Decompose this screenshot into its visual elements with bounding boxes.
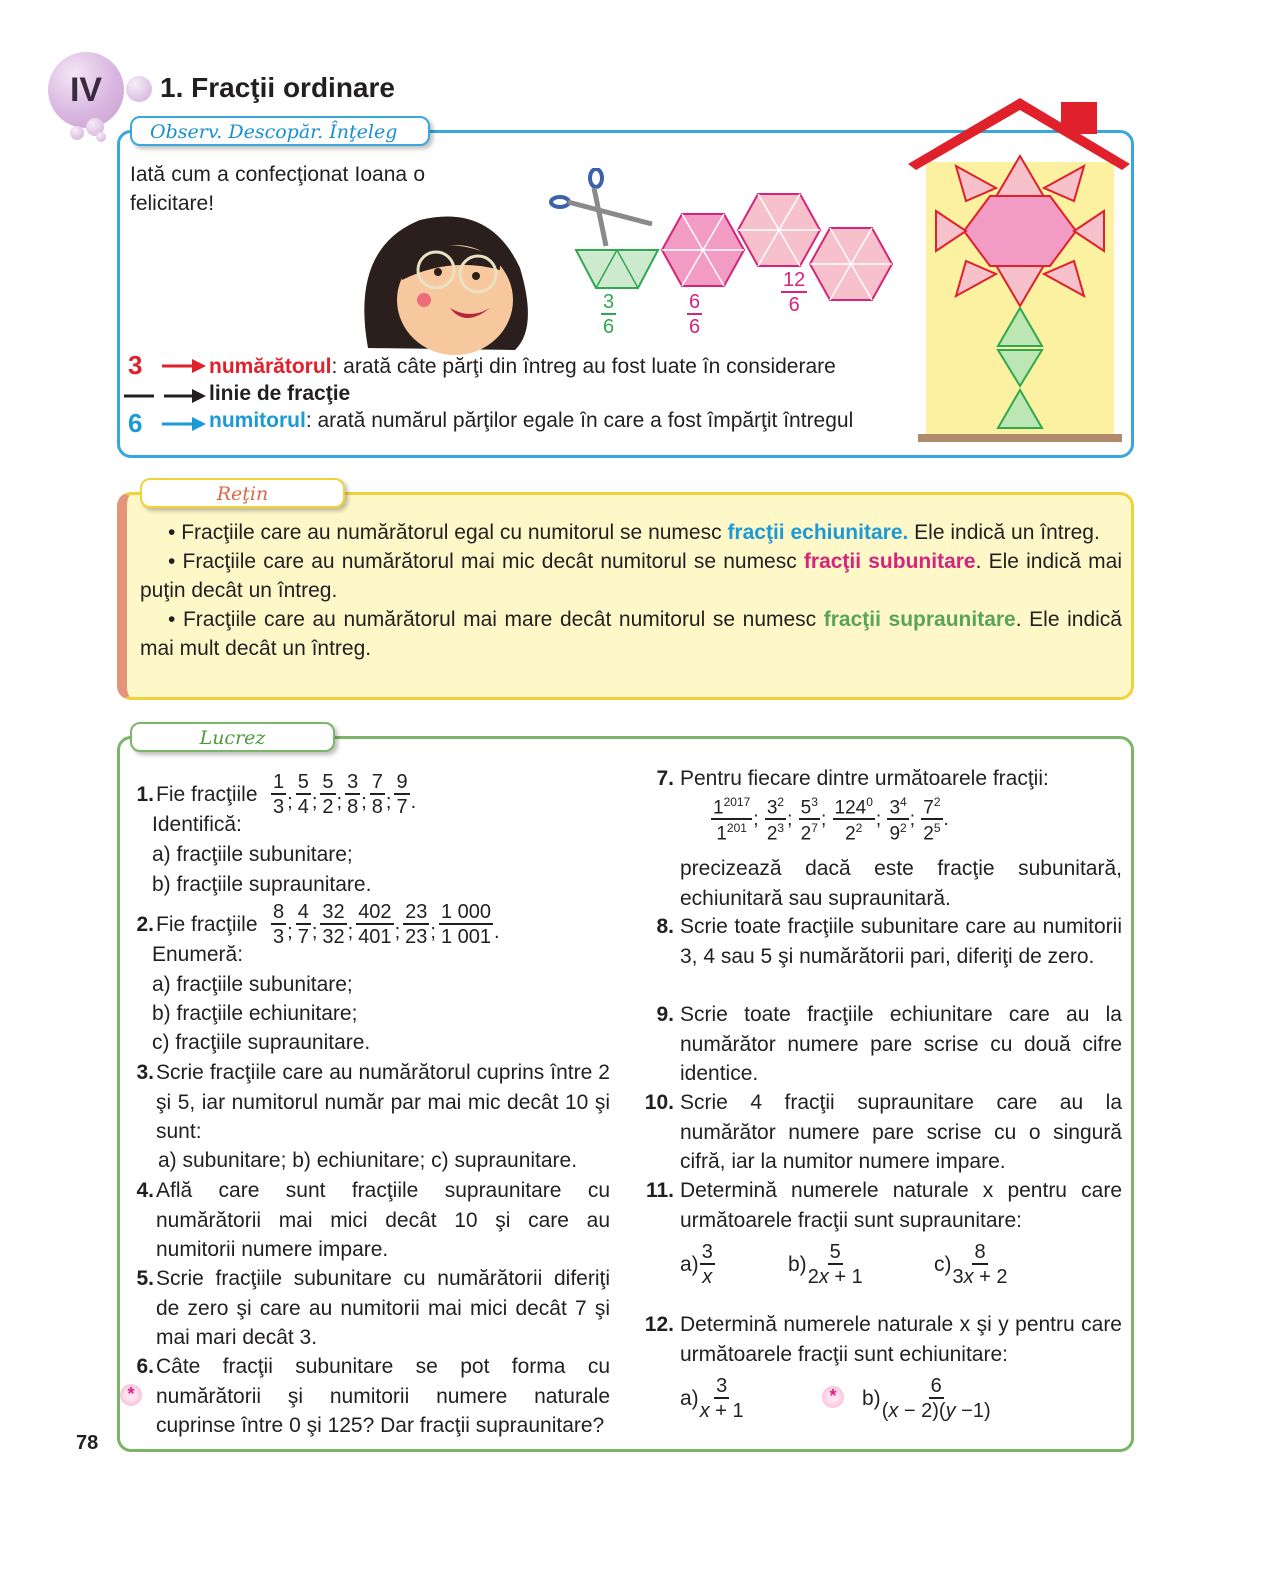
fraction (320, 772, 335, 817)
fraction-line-term: linie de fracţie (209, 382, 351, 405)
fraction-denominator: 6 (788, 294, 800, 316)
fraction-label (601, 292, 616, 337)
fraction-denominator: 1 001 (440, 926, 491, 948)
fraction (394, 772, 409, 817)
exercise-text: Scrie toate fracţiile echiunitare care au la numărător numere pare scrise cu două cifre identice. (680, 1003, 1122, 1085)
fraction-item-b (862, 1376, 992, 1421)
fraction-separator: ; (430, 920, 436, 943)
fraction-denominator: 23 (405, 926, 428, 948)
fraction-numerator: 12 (783, 269, 806, 291)
hexagon-shape (660, 212, 746, 288)
bubble-decoration (96, 132, 106, 142)
power-fraction: $\frac{7^2}{2^5}$ (923, 795, 941, 845)
fraction (370, 772, 385, 817)
fraction-denominator: 3 (273, 926, 285, 948)
power-fraction: $\frac{3^4}{9^2}$ (889, 795, 907, 845)
retin-paragraph: • Fracţiile care au numărătorul mai mare decât numitorul se numesc fracţii supraunitare. Ele indică mai mult decât un întreg. (140, 608, 1122, 660)
fraction-numerator: 5 (297, 771, 309, 793)
denominator-term: numitorul (209, 409, 306, 432)
exercise-number: 3. (136, 1061, 154, 1084)
fraction-item-c (934, 1242, 1009, 1287)
algebraic-fraction: $\frac{8}{3x + 2}$ (952, 1241, 1008, 1288)
fraction-separator: . (410, 790, 417, 813)
fraction-separator: ; (311, 920, 318, 943)
exercise-text: Scrie fracţiile care au numărătorul cuprins între 2 şi 5, iar numitorul număr par mai mic decât 10 şi sunt: (156, 1061, 610, 1143)
arrow-right-icon (162, 358, 206, 374)
fraction-separator: ; (385, 790, 392, 813)
fraction-separator: ; (361, 790, 367, 813)
fraction (439, 902, 493, 947)
algebraic-fraction: $\frac{3}{x}$ (701, 1241, 713, 1288)
retin-paragraph: • Fracţiile care au numărătorul egal cu numitorul se numesc fracţii echiunitare. Ele indică un întreg. (168, 521, 1100, 544)
fraction-denominator: 8 (347, 796, 359, 818)
numerator-desc: : arată câte părţi din întreg au fost luate în considerare (331, 355, 836, 378)
fraction-numerator: 5 (322, 771, 334, 793)
fraction-denominator: 7 (396, 796, 408, 818)
exercise-number: 5. (136, 1267, 154, 1290)
fraction-separator: ; (394, 920, 401, 943)
exercise-lead: Pentru fiecare dintre următoarele fracţii: (680, 767, 1049, 790)
fraction-line-arrow-icon (124, 388, 206, 404)
fraction-denominator: 7 (297, 926, 309, 948)
observe-tab: Observ. Descopăr. Înţeleg (130, 116, 430, 146)
fraction-numerator: 32 (322, 901, 345, 923)
algebraic-fraction: $\frac{3}{x + 1}$ (699, 1375, 744, 1422)
power-fraction: $\frac{3^2}{2^3}$ (766, 795, 785, 845)
exercise-subitem: a) fracţiile subunitare; (152, 973, 353, 996)
numerator-value: 3 (128, 350, 143, 380)
exercise-number: 9. (656, 1003, 674, 1026)
fraction (356, 902, 393, 947)
exercise-text: Determină numerele naturale x pentru care următoarele fracţii sunt supraunitare: (680, 1179, 1122, 1232)
fraction-label (781, 270, 807, 315)
fraction-item-a (680, 1376, 745, 1421)
chapter-title: 1. Fracţii ordinare (160, 72, 395, 103)
fraction (296, 902, 311, 947)
fraction-numerator: 7 (371, 771, 383, 793)
fraction-numerator: 23 (405, 901, 428, 923)
power-fraction: $\frac{1^{2017}}{1^{201}}$ (713, 795, 751, 845)
power-fraction: $\frac{124^0}{2^2}$ (834, 795, 873, 845)
fraction-separator: ; (287, 920, 293, 943)
hexagon-shape (808, 226, 894, 302)
fraction (320, 902, 346, 947)
chapter-roman: IV (69, 70, 103, 109)
fraction-separator: ; (336, 790, 343, 813)
retin-text-span: Fracţiile care au numărătorul egal cu numitorul se numesc (181, 521, 728, 544)
retin-tab: Reţin (140, 478, 345, 508)
difficulty-star-icon: * (822, 1386, 844, 1408)
exercise-number: 11. (645, 1179, 674, 1202)
fraction-denominator: 2 (322, 796, 334, 818)
fraction-separator: ; (311, 790, 318, 813)
denominator-value: 6 (128, 408, 143, 438)
item-label: b) (788, 1252, 807, 1276)
fraction-separator: ; (287, 790, 293, 813)
fraction-item-a (680, 1242, 716, 1287)
retin-text-span: . Ele indică mai puţin decât un întreg. (140, 550, 1122, 602)
fraction-denominator: 32 (322, 926, 345, 948)
item-label: c) (934, 1252, 952, 1276)
retin-text-span: Ele indică un întreg. (908, 521, 1100, 544)
fraction-numerator: 6 (689, 291, 701, 313)
fraction-denominator: 6 (689, 316, 701, 338)
exercise-ask: Identifică: (152, 813, 242, 836)
bubble-decoration (126, 76, 152, 102)
numerator-legend (209, 355, 836, 379)
difficulty-star-icon: * (120, 1384, 142, 1406)
exercise-number: 1. (136, 783, 154, 806)
exercise-subitem: b) fracţiile supraunitare. (152, 873, 372, 896)
chapter-badge (48, 52, 124, 128)
retin-text (140, 518, 1122, 663)
retin-paragraph: • Fracţiile care au numărătorul mai mic decât numitorul se numesc fracţii subunitare. Ele indică mai puţin decât un întreg. (140, 550, 1122, 602)
exercise-lead: Fie fracţiile (156, 783, 258, 806)
fraction-denominator: 6 (603, 316, 615, 338)
exercise-number: 4. (136, 1179, 154, 1202)
power-fraction: $\frac{5^3}{2^7}$ (800, 795, 818, 845)
term-subunitare: fracţii subunitare (803, 550, 976, 573)
fraction-separator: ; (347, 920, 354, 943)
fraction-denominator: 8 (371, 796, 383, 818)
term-echiunitare: fracţii echiunitare. (727, 521, 909, 544)
arrow-right-icon (162, 416, 206, 432)
fraction (403, 902, 429, 947)
retin-text-span: Fracţiile care au numărătorul mai mic decât numitorul se numesc (182, 550, 804, 573)
house-card-illustration (906, 96, 1132, 446)
retin-text-span: . Ele indică mai mult decât un întreg. (140, 608, 1122, 660)
algebraic-fraction: $\frac{5}{2x + 1}$ (807, 1241, 863, 1288)
exercise-ask: Enumeră: (152, 943, 244, 966)
fraction-denominator: 3 (273, 796, 285, 818)
item-label: a) (680, 1252, 699, 1276)
exercise-text: Scrie toate fracţiile subunitare care au numitorii 3, 4 sau 5 şi numărătorii pari, diferiţi de zero. (680, 915, 1122, 968)
exercise-number: 7. (656, 767, 674, 790)
exercise-number: 2. (136, 913, 154, 936)
fraction-denominator: 4 (297, 796, 309, 818)
fraction-label (687, 292, 702, 337)
fraction-list (270, 902, 502, 947)
exercise-text: Scrie 4 fracţii supraunitare care au la numărător numere pare scrise cu o singură cifră, iar la numitor numere impare. (680, 1091, 1122, 1173)
fraction-item-b (788, 1242, 864, 1287)
term-supraunitare: fracţii supraunitare (823, 608, 1016, 631)
exercise-number: 12. (644, 1313, 674, 1336)
exercise-subitem: b) fracţiile echiunitare; (152, 1002, 358, 1025)
lucrez-tab: Lucrez (130, 722, 335, 752)
fraction-numerator: 4 (297, 901, 309, 923)
exercise-text: Determină numerele naturale x şi y pentru care următoarele fracţii sunt echiunitare: (680, 1313, 1122, 1366)
fraction (345, 772, 360, 817)
exercise-text: Câte fracţii subunitare se pot forma cu numărătorii şi numitorii numere naturale cuprinse între 0 şi 125? Dar fracţii supraunitare? (156, 1355, 610, 1437)
item-label: a) (680, 1386, 699, 1410)
exercise-text: precizează dacă este fracţie subunitară, echiunitară sau supraunitară. (680, 857, 1122, 910)
fraction-numerator: 8 (273, 901, 285, 923)
fraction-list (270, 772, 418, 817)
fraction (271, 902, 286, 947)
fraction-numerator: 1 (273, 771, 285, 793)
bubble-decoration (70, 126, 84, 140)
exercise-number: 8. (656, 915, 674, 938)
exercise-number: 6. (136, 1355, 154, 1378)
retin-text-span: Fracţiile care au numărătorul mai mare decât numitorul se numesc (182, 608, 824, 631)
power-fraction-list: $\frac{1^{2017}}{1^{201}}$ ; $\frac{3^2}{2^3}$ ; $\frac{5^3}{2^7}$ ; $\frac{124^0}{2^2}$ ; $\frac{3^4}{9^2}$ ; $\frac{7^2}{2^5}$ . (713, 795, 949, 845)
item-label: b) (862, 1386, 881, 1410)
denominator-desc: : arată numărul părţilor egale în care a fost împărţit întregul (305, 409, 854, 432)
exercise-text: Scrie fracţiile subunitare cu numărătorii diferiţi de zero şi care au numitorii mai mici decât 7 şi mai mari decât 3. (156, 1267, 610, 1349)
intro-text: Iată cum a confecţionat Ioana o felicitare! (130, 163, 425, 215)
girl-illustration (350, 208, 535, 358)
exercise-number: 10. (644, 1091, 674, 1114)
fraction-numerator: 1 000 (440, 901, 491, 923)
exercise-subitem: a) fracţiile subunitare; (152, 843, 353, 866)
fraction (271, 772, 286, 817)
algebraic-fraction: $\frac{6}{(x - 2)(y -1)}$ (881, 1375, 991, 1422)
fraction (296, 772, 311, 817)
fraction-numerator: 3 (347, 771, 359, 793)
exercise-lead: Fie fracţiile (156, 913, 258, 936)
denominator-legend (209, 409, 853, 433)
exercise-subitem: a) subunitare; b) echiunitare; c) supraunitare. (158, 1149, 578, 1172)
scissors-icon (548, 168, 656, 248)
exercise-subitem: c) fracţiile supraunitare. (152, 1031, 371, 1054)
fraction-separator: . (494, 920, 500, 943)
numerator-term: numărătorul (209, 355, 332, 378)
exercise-text: Află care sunt fracţiile supraunitare cu numărătorii mai mici decât 10 şi care au numitorii numere impare. (156, 1179, 610, 1261)
half-hexagon-shape (574, 246, 660, 292)
fraction-denominator: 401 (358, 926, 392, 948)
fraction-numerator: 3 (603, 291, 615, 313)
page-number: 78 (76, 1432, 99, 1454)
fraction-numerator: 402 (358, 901, 392, 923)
fraction-numerator: 9 (396, 771, 408, 793)
